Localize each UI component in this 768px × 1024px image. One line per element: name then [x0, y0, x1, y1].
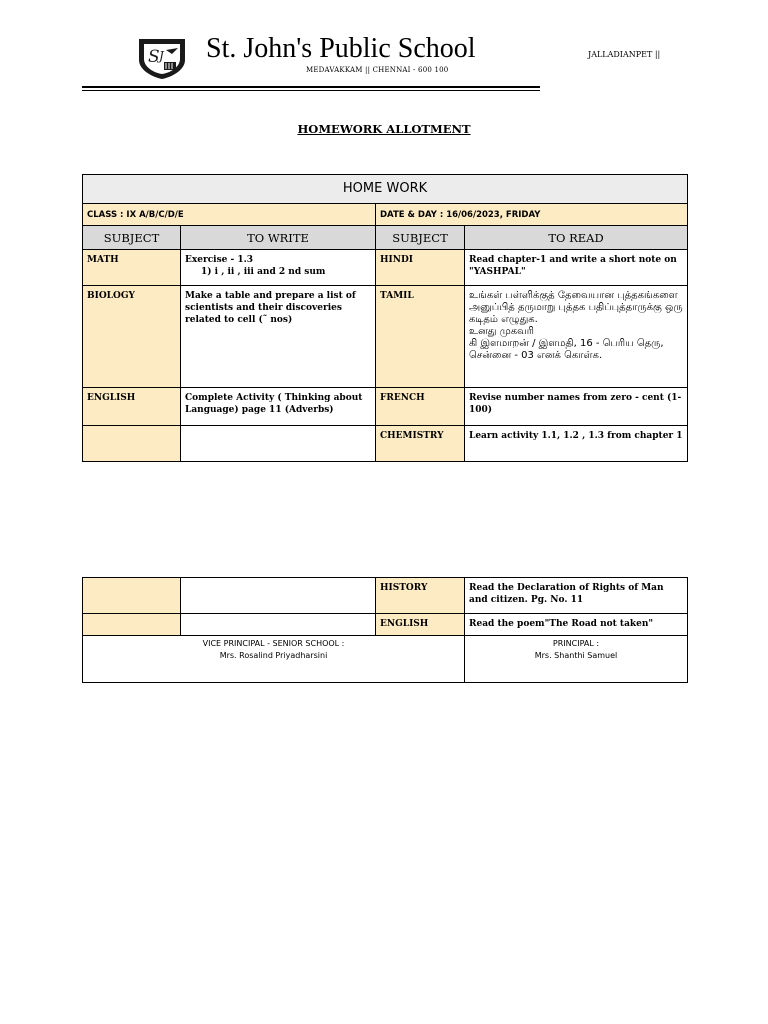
- school-name: St. John's Public School: [206, 33, 476, 64]
- subject-cell: MATH: [83, 250, 181, 286]
- column-header-to-write: TO WRITE: [181, 226, 376, 250]
- read-task-line: உனது முகவரி: [469, 326, 534, 337]
- read-task-cell: Learn activity 1.1, 1.2 , 1.3 from chapter 1: [465, 426, 688, 462]
- table-row: [83, 578, 688, 614]
- svg-text:S: S: [148, 47, 160, 67]
- column-header-to-read: TO READ: [465, 226, 688, 250]
- table-row: [83, 614, 688, 636]
- school-address: MEDAVAKKAM || CHENNAI - 600 100: [306, 66, 449, 74]
- subject-cell: [83, 426, 181, 462]
- principal-name: Mrs. Shanthi Samuel: [534, 651, 618, 660]
- read-task-cell: Read chapter-1 and write a short note on "YASHPAL": [465, 250, 688, 286]
- read-task-cell: Revise number names from zero - cent (1-100): [465, 388, 688, 426]
- column-header-subject: SUBJECT: [83, 226, 181, 250]
- write-task-cell: [181, 578, 376, 614]
- table-row: [83, 426, 688, 462]
- homework-heading: HOME WORK: [83, 175, 688, 204]
- write-task-cell: Complete Activity ( Thinking about Language) page 11 (Adverbs): [181, 388, 376, 426]
- principal-signature: [465, 636, 688, 683]
- page-title: HOMEWORK ALLOTMENT: [297, 122, 471, 136]
- subject-cell: HISTORY: [376, 578, 465, 614]
- branch-name: JALLADIANPET ||: [588, 50, 661, 59]
- subject-cell: HINDI: [376, 250, 465, 286]
- read-task-line: உங்கள் பள்ளிக்குத் தேவையான புத்தகங்களை அனுப்பித் தருமாறு புத்தக பதிப்புத்தாருக்கு ஒரு கடிதம் எழுதுக.: [469, 290, 683, 325]
- subject-cell: [83, 578, 181, 614]
- read-task-cell: Read the Declaration of Rights of Man and citizen. Pg. No. 11: [465, 578, 688, 614]
- subject-cell: [83, 614, 181, 636]
- subject-cell: CHEMISTRY: [376, 426, 465, 462]
- svg-text:J: J: [159, 49, 164, 63]
- homework-table-continued: [82, 577, 688, 683]
- subject-cell: BIOLOGY: [83, 286, 181, 388]
- principal-title: PRINCIPAL :: [552, 639, 600, 648]
- write-task-line: Exercise - 1.3: [185, 255, 254, 265]
- write-task-cell: Make a table and prepare a list of scientists and their discoveries related to cell (˜ nos): [181, 286, 376, 388]
- header-divider-thin: [82, 90, 540, 91]
- school-crest-logo: [136, 36, 188, 80]
- class-label: CLASS : IX A/B/C/D/E: [83, 204, 376, 226]
- subject-cell: ENGLISH: [376, 614, 465, 636]
- table-row: [83, 250, 688, 286]
- write-task-cell: [181, 250, 376, 286]
- subject-cell: ENGLISH: [83, 388, 181, 426]
- subject-cell: FRENCH: [376, 388, 465, 426]
- write-task-cell: [181, 426, 376, 462]
- table-row: [83, 286, 688, 388]
- table-row: [83, 388, 688, 426]
- read-task-line: கி இளமாறன் / இளமதி, 16 - பெரிய தெரு, சென்னை - 03 எனக் கொள்க.: [469, 338, 664, 361]
- header-divider: [82, 86, 540, 88]
- signature-row: [83, 636, 688, 683]
- homework-table: [82, 174, 688, 462]
- write-task-line: 1) i , ii , iii and 2 nd sum: [201, 267, 326, 277]
- read-task-cell: [465, 286, 688, 388]
- vice-principal-signature: [83, 636, 465, 683]
- subject-cell: TAMIL: [376, 286, 465, 388]
- vice-principal-name: Mrs. Rosalind Priyadharsini: [219, 651, 328, 660]
- date-label: DATE & DAY : 16/06/2023, FRIDAY: [376, 204, 688, 226]
- vice-principal-title: VICE PRINCIPAL - SENIOR SCHOOL :: [202, 639, 345, 648]
- column-header-subject-read: SUBJECT: [376, 226, 465, 250]
- write-task-cell: [181, 614, 376, 636]
- read-task-cell: Read the poem"The Road not taken": [465, 614, 688, 636]
